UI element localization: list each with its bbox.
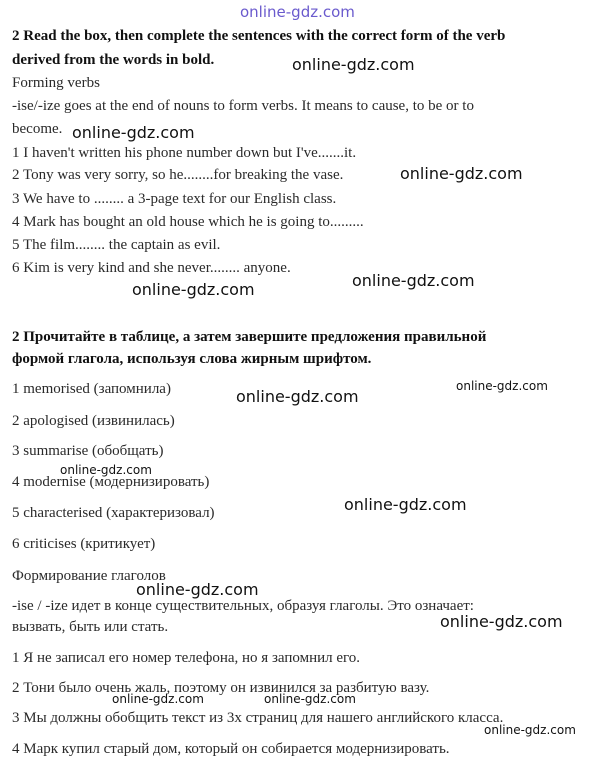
watermark-top: online-gdz.com [240, 3, 355, 21]
watermark: online-gdz.com [440, 612, 563, 631]
ru-heading-line-2: формой глагола, используя слова жирным шрифтом. [12, 351, 372, 367]
answer-6: 6 criticises (критикует) [12, 536, 156, 552]
watermark: online-gdz.com [236, 387, 359, 406]
translation-2: 2 Тони было очень жаль, поэтому он извинился за разбитую вазу. [12, 680, 430, 696]
box-text-line-2: become. [12, 121, 63, 137]
watermark: online-gdz.com [72, 123, 195, 142]
watermark: online-gdz.com [484, 723, 576, 737]
answer-3: 3 summarise (обобщать) [12, 443, 164, 459]
watermark: online-gdz.com [112, 692, 204, 706]
ru-box-title: Формирование глаголов [12, 568, 166, 584]
watermark: online-gdz.com [292, 55, 415, 74]
sentence-5: 5 The film........ the captain as evil. [12, 237, 221, 253]
watermark: online-gdz.com [60, 463, 152, 477]
answer-2: 2 apologised (извинилась) [12, 413, 175, 429]
watermark: online-gdz.com [456, 379, 548, 393]
translation-1: 1 Я не записал его номер телефона, но я запомнил его. [12, 650, 361, 666]
box-text-line-1: -ise/-ize goes at the end of nouns to form verbs. It means to cause, to be or to [12, 98, 474, 114]
watermark: online-gdz.com [132, 280, 255, 299]
ru-box-text-line-2: вызвать, быть или стать. [12, 619, 169, 635]
exercise-heading-line-1: 2 Read the box, then complete the sentences with the correct form of the verb [12, 28, 506, 44]
answer-1: 1 memorised (запомнила) [12, 381, 171, 397]
sentence-4: 4 Mark has bought an old house which he is going to......... [12, 214, 364, 230]
box-title: Forming verbs [12, 75, 100, 91]
ru-box-text-line-1: -ise / -ize идет в конце существительных, образуя глаголы. Это означает: [12, 598, 474, 614]
sentence-1: 1 I haven't written his phone number down but I've.......it. [12, 145, 357, 161]
translation-4: 4 Марк купил старый дом, который он собирается модернизировать. [12, 741, 450, 757]
sentence-3: 3 We have to ........ a 3-page text for our English class. [12, 191, 337, 207]
exercise-heading-line-2: derived from the words in bold. [12, 52, 215, 68]
sentence-2: 2 Tony was very sorry, so he........for breaking the vase. [12, 167, 344, 183]
ru-heading-line-1: 2 Прочитайте в таблице, а затем завершите предложения правильной [12, 329, 487, 345]
watermark: online-gdz.com [344, 495, 467, 514]
watermark: online-gdz.com [264, 692, 356, 706]
translation-3: 3 Мы должны обобщить текст из 3х страниц для нашего английского класса. [12, 710, 504, 726]
answer-4: 4 modernise (модернизировать) [12, 474, 210, 490]
sentence-6: 6 Kim is very kind and she never........ anyone. [12, 260, 291, 276]
answer-5: 5 characterised (характеризовал) [12, 505, 215, 521]
watermark: online-gdz.com [352, 271, 475, 290]
watermark: online-gdz.com [136, 580, 259, 599]
watermark: online-gdz.com [400, 164, 523, 183]
